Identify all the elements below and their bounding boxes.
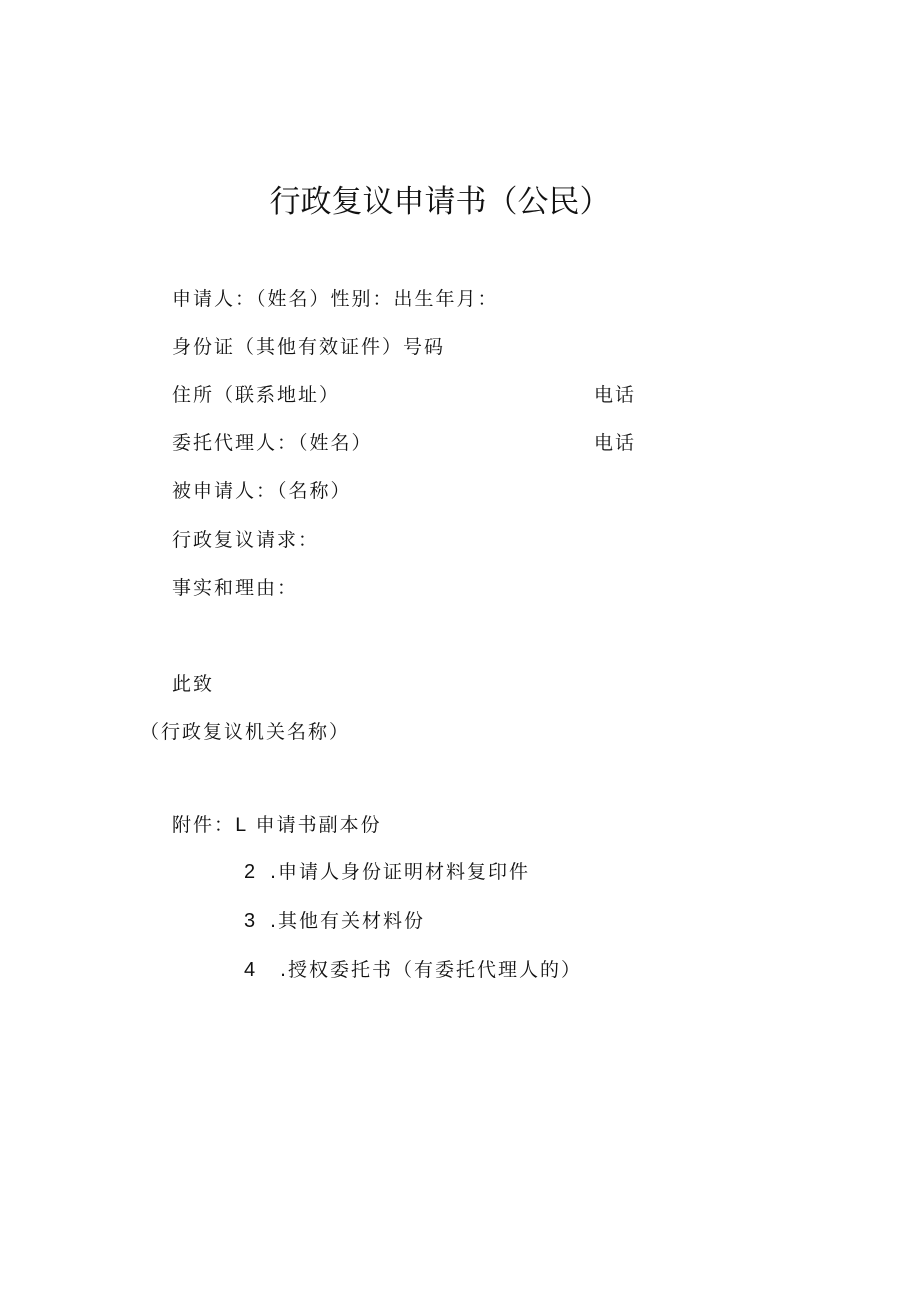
facts-line: 事实和理由： — [172, 577, 299, 599]
salutation: 此致 — [172, 673, 215, 695]
attachment-item-2 — [244, 859, 530, 885]
id-number-line: 身份证（其他有效证件）号码 — [172, 336, 446, 358]
attachment-item-1: 附件：L 申请书副本份 — [172, 814, 382, 836]
address-line: 住所（联系地址） — [172, 384, 341, 406]
recipient-line: （行政复议机关名称） — [140, 721, 351, 743]
attachment-item-3 — [244, 908, 425, 934]
agent-phone-label: 电话 — [594, 432, 637, 454]
request-line: 行政复议请求： — [172, 529, 320, 551]
respondent-line: 被申请人：（名称） — [172, 480, 352, 502]
document-title: 行政复议申请书（公民） — [269, 184, 611, 220]
address-phone-label: 电话 — [594, 384, 637, 406]
attachment-text-3: .其他有关材料份 — [270, 910, 426, 932]
applicant-line: 申请人：（姓名）性别：出生年月： — [172, 288, 499, 310]
agent-line: 委托代理人：（姓名） — [172, 432, 373, 454]
attachment-number-3: 3 — [244, 910, 258, 932]
attachment-text-4: .授权委托书（有委托代理人的） — [280, 959, 583, 981]
attachment-text-2: .申请人身份证明材料复印件 — [270, 861, 531, 883]
attachment-number-4: 4 — [244, 959, 258, 981]
attachment-item-4 — [244, 957, 582, 983]
attachment-number-2: 2 — [244, 861, 258, 883]
